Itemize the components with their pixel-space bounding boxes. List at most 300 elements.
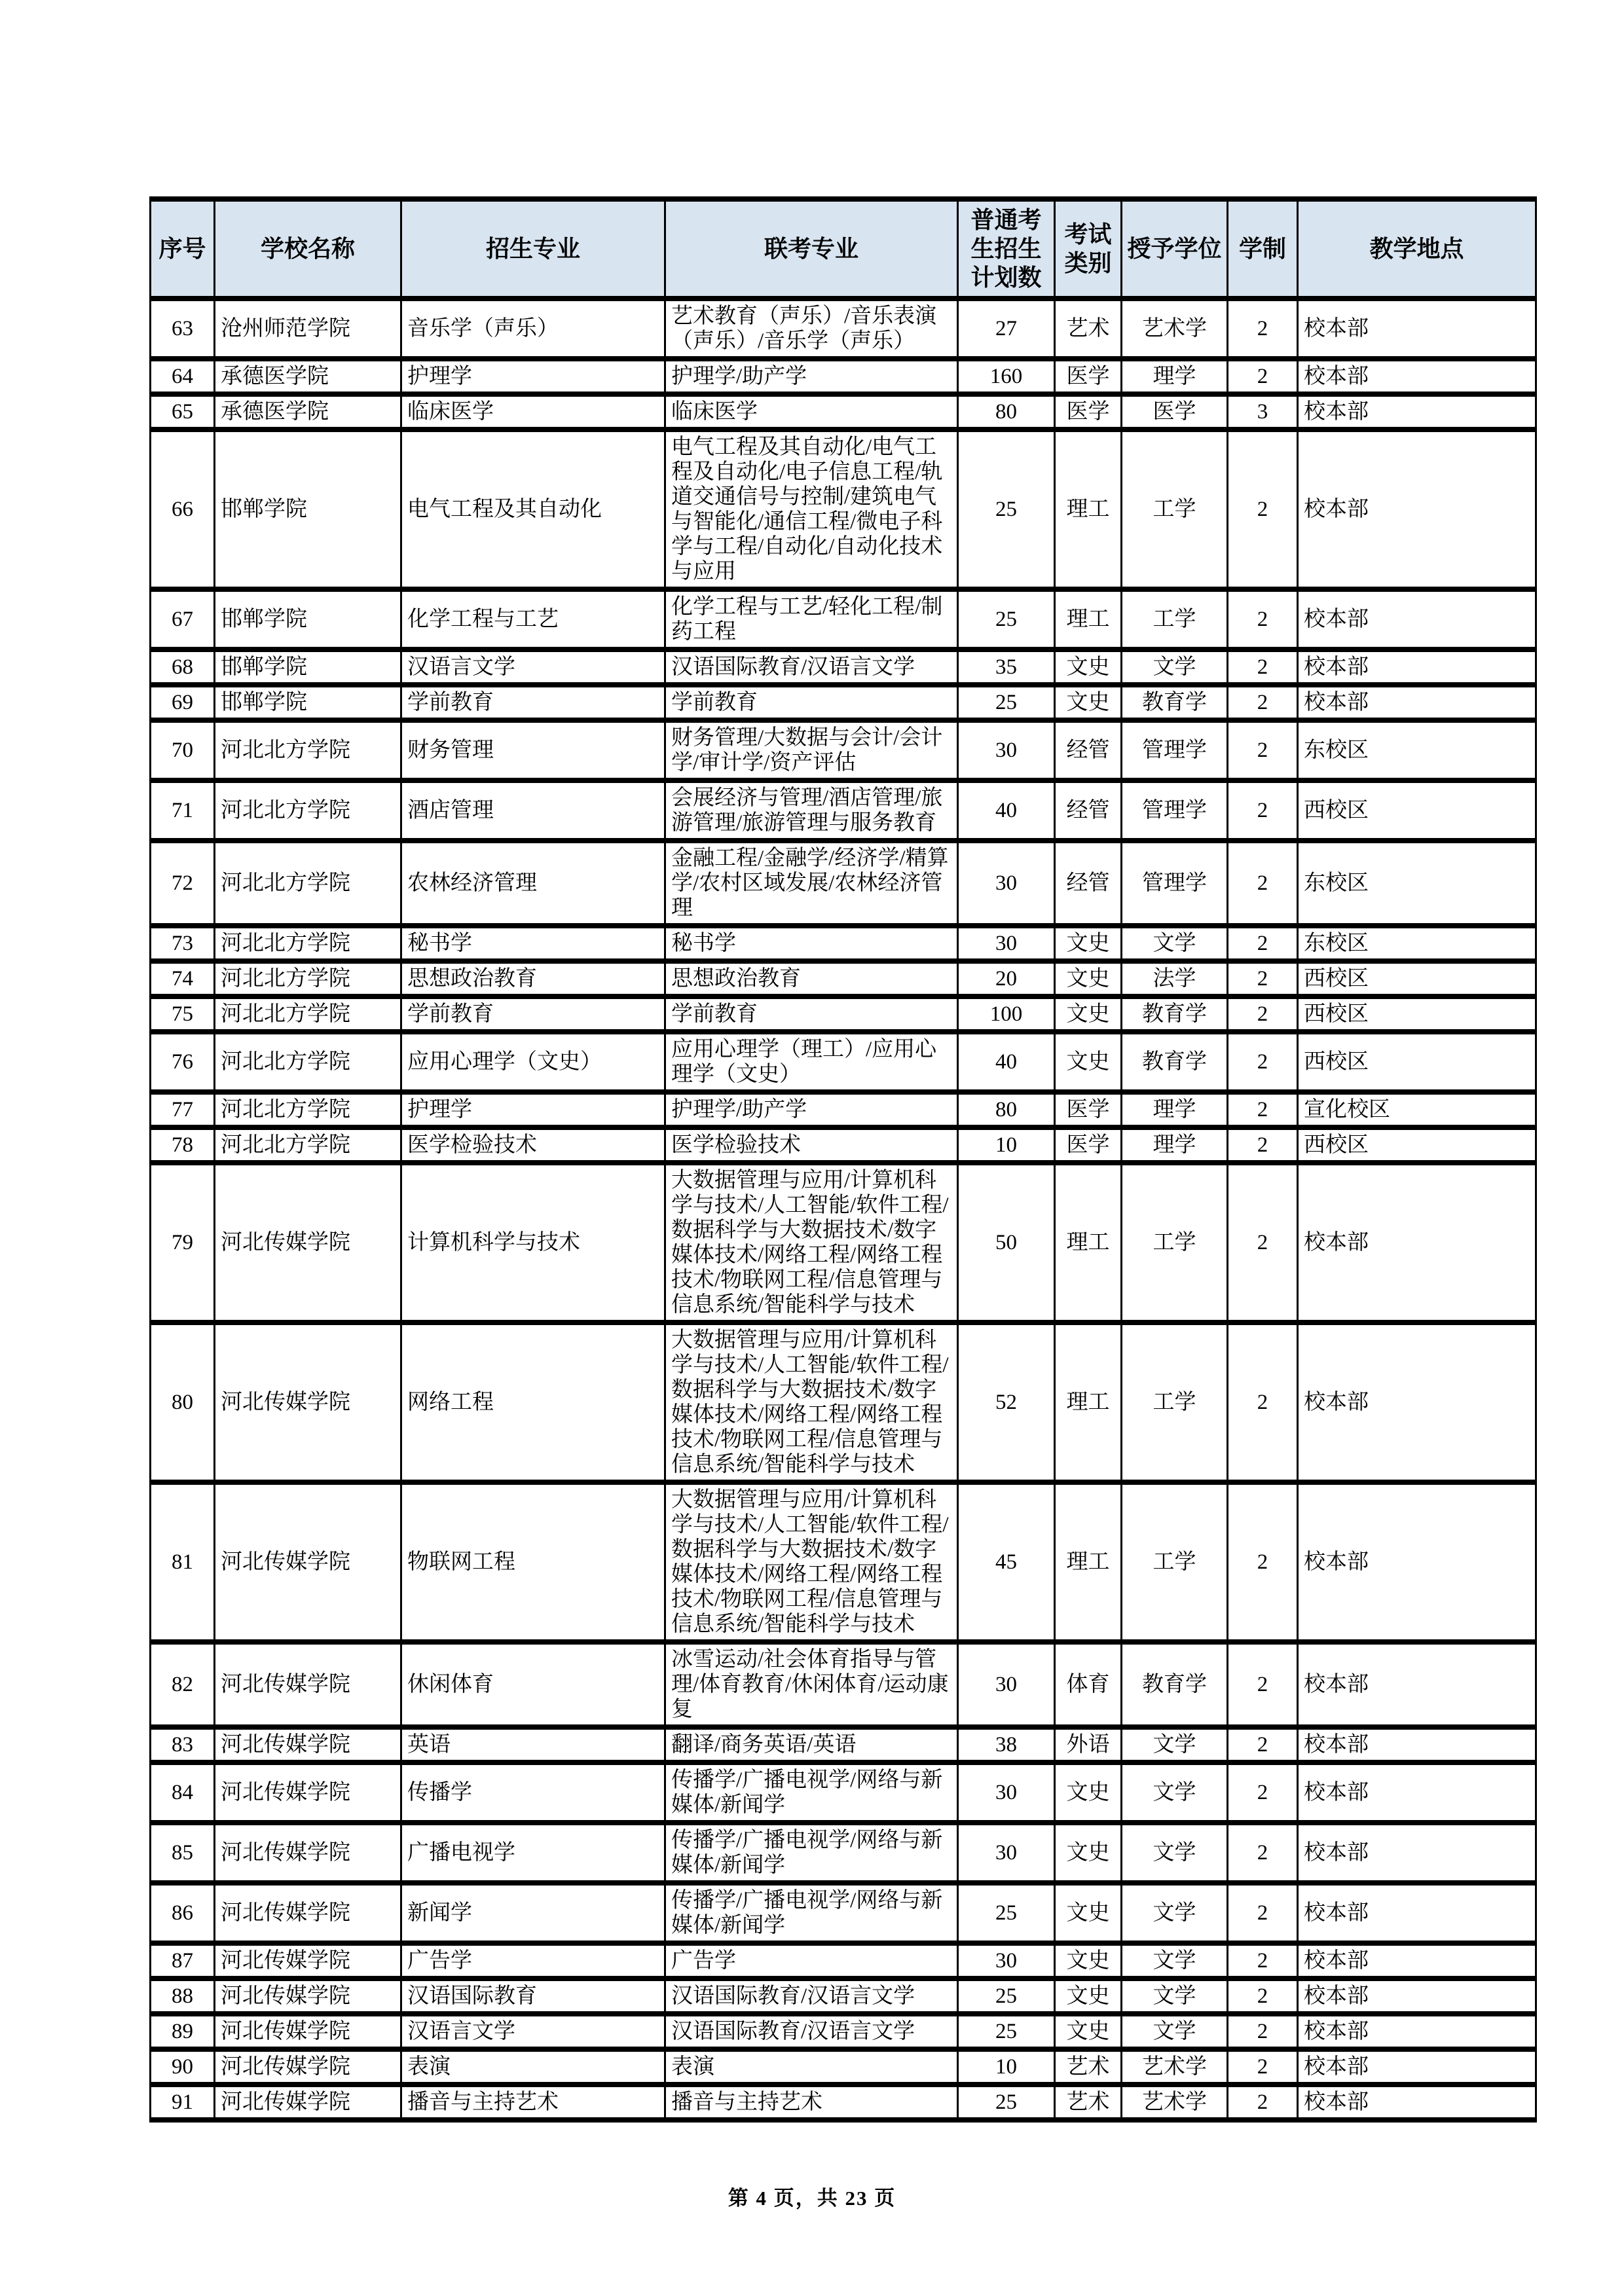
cell-major: 农林经济管理	[401, 841, 665, 926]
column-header-location: 教学地点	[1298, 199, 1536, 299]
cell-location: 校本部	[1298, 2049, 1536, 2085]
cell-location: 校本部	[1298, 1883, 1536, 1943]
cell-plan: 25	[958, 685, 1055, 720]
cell-plan: 27	[958, 299, 1055, 359]
cell-school: 邯郸学院	[215, 429, 401, 589]
cell-no: 67	[151, 589, 215, 649]
cell-school: 河北北方学院	[215, 961, 401, 996]
enrollment-plan-table	[149, 196, 1537, 2123]
cell-school: 邯郸学院	[215, 649, 401, 685]
cell-years: 2	[1228, 780, 1298, 841]
cell-location: 宣化校区	[1298, 1092, 1536, 1127]
cell-plan: 25	[958, 2014, 1055, 2049]
cell-location: 校本部	[1298, 1642, 1536, 1727]
table-row	[151, 961, 1536, 996]
cell-location: 校本部	[1298, 394, 1536, 429]
cell-plan: 45	[958, 1482, 1055, 1642]
cell-degree: 文学	[1122, 649, 1228, 685]
cell-no: 76	[151, 1032, 215, 1092]
cell-location: 校本部	[1298, 1943, 1536, 1978]
cell-plan: 25	[958, 1978, 1055, 2014]
cell-major: 护理学	[401, 359, 665, 394]
cell-no: 80	[151, 1322, 215, 1482]
cell-plan: 40	[958, 1032, 1055, 1092]
cell-location: 西校区	[1298, 996, 1536, 1032]
cell-years: 2	[1228, 996, 1298, 1032]
cell-no: 66	[151, 429, 215, 589]
cell-school: 邯郸学院	[215, 685, 401, 720]
cell-school: 河北传媒学院	[215, 1642, 401, 1727]
cell-joint: 艺术教育（声乐）/音乐表演（声乐）/音乐学（声乐）	[665, 299, 958, 359]
cell-plan: 38	[958, 1727, 1055, 1762]
cell-major: 传播学	[401, 1762, 665, 1823]
cell-no: 85	[151, 1823, 215, 1883]
cell-school: 河北传媒学院	[215, 1943, 401, 1978]
table-row	[151, 926, 1536, 961]
cell-plan: 30	[958, 1943, 1055, 1978]
cell-degree: 教育学	[1122, 1032, 1228, 1092]
cell-degree: 文学	[1122, 1883, 1228, 1943]
cell-years: 2	[1228, 1163, 1298, 1322]
column-header-no: 序号	[151, 199, 215, 299]
cell-joint: 汉语国际教育/汉语言文学	[665, 649, 958, 685]
cell-plan: 30	[958, 1823, 1055, 1883]
cell-years: 2	[1228, 1642, 1298, 1727]
cell-no: 88	[151, 1978, 215, 2014]
cell-years: 2	[1228, 1127, 1298, 1163]
cell-years: 2	[1228, 1727, 1298, 1762]
cell-category: 医学	[1055, 359, 1122, 394]
cell-school: 河北传媒学院	[215, 2014, 401, 2049]
cell-location: 东校区	[1298, 841, 1536, 926]
cell-major: 广播电视学	[401, 1823, 665, 1883]
cell-location: 校本部	[1298, 589, 1536, 649]
cell-joint: 广告学	[665, 1943, 958, 1978]
cell-degree: 管理学	[1122, 841, 1228, 926]
cell-years: 2	[1228, 1482, 1298, 1642]
cell-location: 东校区	[1298, 720, 1536, 780]
cell-degree: 文学	[1122, 1727, 1228, 1762]
cell-degree: 教育学	[1122, 996, 1228, 1032]
cell-degree: 艺术学	[1122, 2049, 1228, 2085]
cell-no: 75	[151, 996, 215, 1032]
cell-category: 文史	[1055, 961, 1122, 996]
cell-category: 文史	[1055, 2014, 1122, 2049]
cell-degree: 文学	[1122, 1762, 1228, 1823]
cell-degree: 管理学	[1122, 780, 1228, 841]
cell-category: 医学	[1055, 1127, 1122, 1163]
cell-joint: 金融工程/金融学/经济学/精算学/农村区域发展/农林经济管理	[665, 841, 958, 926]
cell-years: 2	[1228, 841, 1298, 926]
cell-joint: 传播学/广播电视学/网络与新媒体/新闻学	[665, 1883, 958, 1943]
cell-years: 2	[1228, 1943, 1298, 1978]
cell-location: 西校区	[1298, 1032, 1536, 1092]
cell-no: 84	[151, 1762, 215, 1823]
table-row	[151, 1032, 1536, 1092]
cell-location: 校本部	[1298, 1163, 1536, 1322]
table-row	[151, 1163, 1536, 1322]
cell-plan: 10	[958, 2049, 1055, 2085]
cell-location: 校本部	[1298, 2085, 1536, 2120]
cell-major: 酒店管理	[401, 780, 665, 841]
table-row	[151, 429, 1536, 589]
cell-major: 网络工程	[401, 1322, 665, 1482]
cell-major: 应用心理学（文史）	[401, 1032, 665, 1092]
cell-category: 经管	[1055, 720, 1122, 780]
cell-category: 文史	[1055, 1883, 1122, 1943]
cell-joint: 财务管理/大数据与会计/会计学/审计学/资产评估	[665, 720, 958, 780]
table-row	[151, 1127, 1536, 1163]
cell-major: 播音与主持艺术	[401, 2085, 665, 2120]
cell-category: 艺术	[1055, 299, 1122, 359]
cell-joint: 电气工程及其自动化/电气工程及自动化/电子信息工程/轨道交通信号与控制/建筑电气与智能化/通信工程/微电子科学与工程/自动化/自动化技术与应用	[665, 429, 958, 589]
cell-joint: 翻译/商务英语/英语	[665, 1727, 958, 1762]
cell-plan: 35	[958, 649, 1055, 685]
cell-joint: 思想政治教育	[665, 961, 958, 996]
table-row	[151, 2085, 1536, 2120]
cell-years: 2	[1228, 1092, 1298, 1127]
cell-no: 74	[151, 961, 215, 996]
cell-years: 2	[1228, 1322, 1298, 1482]
cell-category: 文史	[1055, 1943, 1122, 1978]
cell-degree: 文学	[1122, 926, 1228, 961]
cell-plan: 160	[958, 359, 1055, 394]
cell-plan: 25	[958, 589, 1055, 649]
cell-years: 2	[1228, 926, 1298, 961]
cell-category: 理工	[1055, 589, 1122, 649]
cell-plan: 30	[958, 926, 1055, 961]
column-header-school: 学校名称	[215, 199, 401, 299]
cell-years: 3	[1228, 394, 1298, 429]
cell-plan: 80	[958, 394, 1055, 429]
cell-no: 87	[151, 1943, 215, 1978]
cell-degree: 管理学	[1122, 720, 1228, 780]
cell-joint: 临床医学	[665, 394, 958, 429]
cell-degree: 工学	[1122, 1163, 1228, 1322]
cell-degree: 文学	[1122, 1943, 1228, 1978]
cell-location: 校本部	[1298, 429, 1536, 589]
cell-no: 77	[151, 1092, 215, 1127]
cell-plan: 30	[958, 1642, 1055, 1727]
cell-joint: 大数据管理与应用/计算机科学与技术/人工智能/软件工程/数据科学与大数据技术/数字媒体技术/网络工程/网络工程技术/物联网工程/信息管理与信息系统/智能科学与技术	[665, 1163, 958, 1322]
cell-plan: 25	[958, 429, 1055, 589]
cell-no: 69	[151, 685, 215, 720]
cell-school: 邯郸学院	[215, 589, 401, 649]
cell-years: 2	[1228, 429, 1298, 589]
cell-degree: 艺术学	[1122, 2085, 1228, 2120]
cell-years: 2	[1228, 2085, 1298, 2120]
cell-plan: 30	[958, 841, 1055, 926]
cell-school: 河北北方学院	[215, 720, 401, 780]
cell-joint: 播音与主持艺术	[665, 2085, 958, 2120]
table-row	[151, 780, 1536, 841]
cell-plan: 52	[958, 1322, 1055, 1482]
cell-plan: 25	[958, 1883, 1055, 1943]
cell-major: 学前教育	[401, 685, 665, 720]
column-header-years: 学制	[1228, 199, 1298, 299]
cell-category: 理工	[1055, 1322, 1122, 1482]
cell-years: 2	[1228, 720, 1298, 780]
table-row	[151, 589, 1536, 649]
cell-degree: 工学	[1122, 1322, 1228, 1482]
cell-years: 2	[1228, 1823, 1298, 1883]
cell-degree: 文学	[1122, 2014, 1228, 2049]
table-row	[151, 841, 1536, 926]
cell-no: 79	[151, 1163, 215, 1322]
cell-category: 体育	[1055, 1642, 1122, 1727]
cell-category: 文史	[1055, 1032, 1122, 1092]
table-body	[151, 299, 1536, 2120]
cell-joint: 应用心理学（理工）/应用心理学（文史）	[665, 1032, 958, 1092]
cell-joint: 学前教育	[665, 996, 958, 1032]
cell-location: 校本部	[1298, 1482, 1536, 1642]
table-row	[151, 1883, 1536, 1943]
cell-school: 河北传媒学院	[215, 1482, 401, 1642]
cell-major: 音乐学（声乐）	[401, 299, 665, 359]
cell-joint: 化学工程与工艺/轻化工程/制药工程	[665, 589, 958, 649]
table-row	[151, 996, 1536, 1032]
cell-years: 2	[1228, 961, 1298, 996]
cell-school: 河北传媒学院	[215, 1163, 401, 1322]
cell-major: 汉语言文学	[401, 2014, 665, 2049]
cell-no: 68	[151, 649, 215, 685]
cell-joint: 表演	[665, 2049, 958, 2085]
cell-school: 河北北方学院	[215, 1092, 401, 1127]
cell-major: 思想政治教育	[401, 961, 665, 996]
cell-no: 83	[151, 1727, 215, 1762]
cell-school: 河北传媒学院	[215, 1883, 401, 1943]
cell-degree: 理学	[1122, 359, 1228, 394]
cell-location: 西校区	[1298, 961, 1536, 996]
cell-joint: 学前教育	[665, 685, 958, 720]
cell-location: 西校区	[1298, 780, 1536, 841]
cell-school: 河北北方学院	[215, 996, 401, 1032]
table-header-row	[151, 199, 1536, 299]
cell-category: 文史	[1055, 926, 1122, 961]
cell-category: 文史	[1055, 1762, 1122, 1823]
cell-no: 63	[151, 299, 215, 359]
column-header-degree: 授予学位	[1122, 199, 1228, 299]
cell-joint: 大数据管理与应用/计算机科学与技术/人工智能/软件工程/数据科学与大数据技术/数字媒体技术/网络工程/网络工程技术/物联网工程/信息管理与信息系统/智能科学与技术	[665, 1322, 958, 1482]
table-row	[151, 394, 1536, 429]
table-row	[151, 359, 1536, 394]
cell-major: 新闻学	[401, 1883, 665, 1943]
cell-location: 校本部	[1298, 1727, 1536, 1762]
cell-school: 河北传媒学院	[215, 1727, 401, 1762]
cell-plan: 80	[958, 1092, 1055, 1127]
cell-category: 艺术	[1055, 2049, 1122, 2085]
cell-degree: 教育学	[1122, 685, 1228, 720]
cell-years: 2	[1228, 2049, 1298, 2085]
table-row	[151, 1823, 1536, 1883]
cell-school: 承德医学院	[215, 359, 401, 394]
cell-category: 文史	[1055, 685, 1122, 720]
cell-major: 表演	[401, 2049, 665, 2085]
cell-plan: 40	[958, 780, 1055, 841]
cell-degree: 教育学	[1122, 1642, 1228, 1727]
cell-school: 河北北方学院	[215, 1127, 401, 1163]
cell-years: 2	[1228, 2014, 1298, 2049]
cell-no: 71	[151, 780, 215, 841]
cell-years: 2	[1228, 1762, 1298, 1823]
cell-plan: 30	[958, 720, 1055, 780]
table-row	[151, 1943, 1536, 1978]
cell-no: 70	[151, 720, 215, 780]
cell-school: 承德医学院	[215, 394, 401, 429]
cell-school: 河北北方学院	[215, 780, 401, 841]
cell-location: 校本部	[1298, 1322, 1536, 1482]
cell-category: 文史	[1055, 649, 1122, 685]
cell-plan: 100	[958, 996, 1055, 1032]
cell-school: 河北传媒学院	[215, 1978, 401, 2014]
cell-school: 河北传媒学院	[215, 1823, 401, 1883]
cell-years: 2	[1228, 685, 1298, 720]
cell-major: 临床医学	[401, 394, 665, 429]
cell-category: 外语	[1055, 1727, 1122, 1762]
cell-category: 理工	[1055, 429, 1122, 589]
cell-location: 西校区	[1298, 1127, 1536, 1163]
cell-major: 医学检验技术	[401, 1127, 665, 1163]
column-header-plan: 普通考生招生计划数	[958, 199, 1055, 299]
column-header-joint: 联考专业	[665, 199, 958, 299]
cell-no: 64	[151, 359, 215, 394]
cell-joint: 会展经济与管理/酒店管理/旅游管理/旅游管理与服务教育	[665, 780, 958, 841]
table-row	[151, 1482, 1536, 1642]
cell-location: 校本部	[1298, 649, 1536, 685]
cell-category: 文史	[1055, 1978, 1122, 2014]
cell-degree: 艺术学	[1122, 299, 1228, 359]
cell-location: 校本部	[1298, 2014, 1536, 2049]
table-row	[151, 2014, 1536, 2049]
cell-school: 河北传媒学院	[215, 2085, 401, 2120]
cell-major: 秘书学	[401, 926, 665, 961]
cell-joint: 护理学/助产学	[665, 359, 958, 394]
cell-location: 东校区	[1298, 926, 1536, 961]
cell-school: 河北北方学院	[215, 841, 401, 926]
cell-joint: 汉语国际教育/汉语言文学	[665, 1978, 958, 2014]
page-number-text: 第 4 页，共 23 页	[728, 2187, 896, 2210]
table-row	[151, 1322, 1536, 1482]
cell-major: 英语	[401, 1727, 665, 1762]
table-row	[151, 1727, 1536, 1762]
cell-major: 护理学	[401, 1092, 665, 1127]
cell-school: 沧州师范学院	[215, 299, 401, 359]
table-row	[151, 2049, 1536, 2085]
cell-no: 72	[151, 841, 215, 926]
cell-years: 2	[1228, 1883, 1298, 1943]
cell-no: 91	[151, 2085, 215, 2120]
cell-category: 经管	[1055, 841, 1122, 926]
cell-no: 90	[151, 2049, 215, 2085]
cell-years: 2	[1228, 589, 1298, 649]
cell-school: 河北传媒学院	[215, 1762, 401, 1823]
cell-category: 艺术	[1055, 2085, 1122, 2120]
cell-major: 广告学	[401, 1943, 665, 1978]
table-row	[151, 299, 1536, 359]
column-header-category: 考试类别	[1055, 199, 1122, 299]
cell-degree: 文学	[1122, 1978, 1228, 2014]
cell-category: 医学	[1055, 1092, 1122, 1127]
cell-joint: 护理学/助产学	[665, 1092, 958, 1127]
cell-plan: 20	[958, 961, 1055, 996]
cell-location: 校本部	[1298, 1978, 1536, 2014]
cell-category: 理工	[1055, 1163, 1122, 1322]
cell-years: 2	[1228, 649, 1298, 685]
table-row	[151, 1642, 1536, 1727]
cell-major: 计算机科学与技术	[401, 1163, 665, 1322]
cell-no: 73	[151, 926, 215, 961]
cell-major: 休闲体育	[401, 1642, 665, 1727]
cell-years: 2	[1228, 1978, 1298, 2014]
cell-plan: 10	[958, 1127, 1055, 1163]
cell-no: 78	[151, 1127, 215, 1163]
cell-category: 文史	[1055, 1823, 1122, 1883]
cell-no: 86	[151, 1883, 215, 1943]
cell-major: 汉语国际教育	[401, 1978, 665, 2014]
cell-category: 理工	[1055, 1482, 1122, 1642]
page-footer	[0, 2181, 1624, 2211]
cell-major: 化学工程与工艺	[401, 589, 665, 649]
table-row	[151, 1092, 1536, 1127]
cell-category: 文史	[1055, 996, 1122, 1032]
table-row	[151, 720, 1536, 780]
cell-school: 河北传媒学院	[215, 2049, 401, 2085]
cell-major: 学前教育	[401, 996, 665, 1032]
cell-major: 电气工程及其自动化	[401, 429, 665, 589]
cell-joint: 传播学/广播电视学/网络与新媒体/新闻学	[665, 1823, 958, 1883]
cell-location: 校本部	[1298, 1823, 1536, 1883]
cell-joint: 大数据管理与应用/计算机科学与技术/人工智能/软件工程/数据科学与大数据技术/数字媒体技术/网络工程/网络工程技术/物联网工程/信息管理与信息系统/智能科学与技术	[665, 1482, 958, 1642]
cell-degree: 工学	[1122, 1482, 1228, 1642]
table-row	[151, 1978, 1536, 2014]
cell-degree: 医学	[1122, 394, 1228, 429]
cell-location: 校本部	[1298, 1762, 1536, 1823]
cell-no: 89	[151, 2014, 215, 2049]
cell-plan: 30	[958, 1762, 1055, 1823]
cell-joint: 汉语国际教育/汉语言文学	[665, 2014, 958, 2049]
cell-joint: 冰雪运动/社会体育指导与管理/体育教育/休闲体育/运动康复	[665, 1642, 958, 1727]
cell-no: 65	[151, 394, 215, 429]
cell-joint: 医学检验技术	[665, 1127, 958, 1163]
cell-years: 2	[1228, 1032, 1298, 1092]
table-row	[151, 649, 1536, 685]
cell-major: 财务管理	[401, 720, 665, 780]
cell-major: 汉语言文学	[401, 649, 665, 685]
cell-joint: 秘书学	[665, 926, 958, 961]
cell-location: 校本部	[1298, 299, 1536, 359]
cell-years: 2	[1228, 299, 1298, 359]
cell-degree: 工学	[1122, 589, 1228, 649]
cell-location: 校本部	[1298, 359, 1536, 394]
table-row	[151, 685, 1536, 720]
cell-category: 医学	[1055, 394, 1122, 429]
cell-plan: 50	[958, 1163, 1055, 1322]
cell-location: 校本部	[1298, 685, 1536, 720]
cell-no: 82	[151, 1642, 215, 1727]
cell-degree: 法学	[1122, 961, 1228, 996]
cell-degree: 文学	[1122, 1823, 1228, 1883]
cell-degree: 理学	[1122, 1127, 1228, 1163]
cell-joint: 传播学/广播电视学/网络与新媒体/新闻学	[665, 1762, 958, 1823]
cell-category: 经管	[1055, 780, 1122, 841]
cell-no: 81	[151, 1482, 215, 1642]
table-row	[151, 1762, 1536, 1823]
cell-degree: 工学	[1122, 429, 1228, 589]
cell-plan: 25	[958, 2085, 1055, 2120]
cell-school: 河北北方学院	[215, 1032, 401, 1092]
cell-degree: 理学	[1122, 1092, 1228, 1127]
cell-years: 2	[1228, 359, 1298, 394]
